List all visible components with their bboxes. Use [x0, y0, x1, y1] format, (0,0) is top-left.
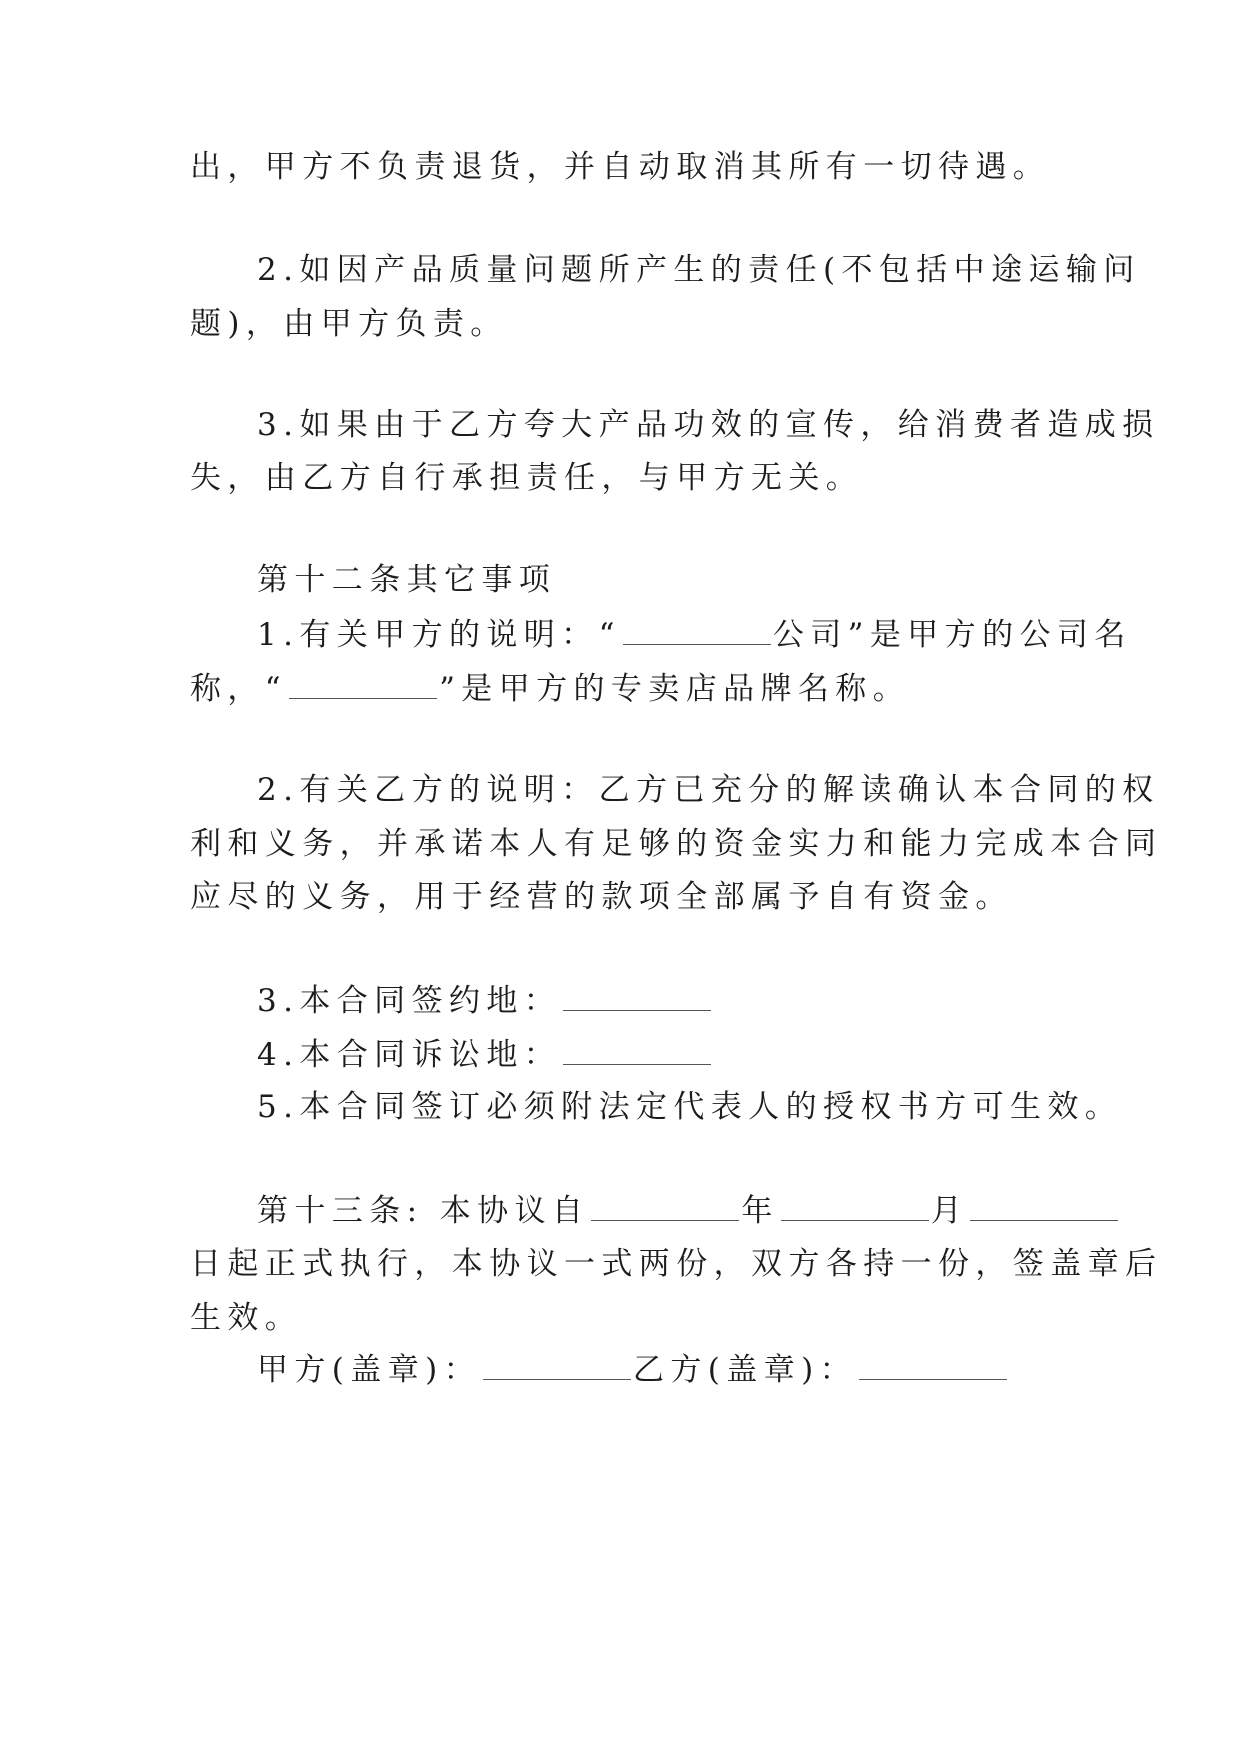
line-text: 应尽的义务，用于经营的款项全部属予自有资金。: [190, 879, 1013, 915]
paragraph-line: [190, 824, 1163, 864]
paragraph-line: [190, 147, 1050, 187]
line-text: 公司”是甲方的公司名: [772, 617, 1132, 653]
line-text: 4.本合同诉讼地：: [257, 1037, 562, 1073]
fill-in-blank[interactable]: [623, 614, 771, 645]
line-text: 题)，由甲方负责。: [190, 306, 508, 342]
paragraph-line: [257, 1190, 1117, 1231]
line-text: 3.如果由于乙方夸大产品功效的宣传，给消费者造成损: [257, 407, 1160, 443]
line-text: 2.有关乙方的说明：乙方已充分的解读确认本合同的权: [257, 772, 1160, 808]
line-text: 第十二条其它事项: [257, 562, 557, 598]
paragraph-line: [257, 980, 1117, 1021]
line-text: 称，“: [190, 671, 288, 707]
signature-line: [257, 1349, 1117, 1390]
line-text: 乙方(盖章)：: [633, 1352, 857, 1388]
paragraph-line: [190, 1298, 1050, 1338]
section-heading: [257, 560, 1117, 600]
line-text: 1.有关甲方的说明：“: [257, 617, 621, 653]
paragraph-line: [257, 250, 1141, 290]
line-text: 第十三条: 本协议自: [257, 1193, 590, 1229]
fill-in-blank[interactable]: [970, 1190, 1118, 1221]
paragraph-line: [257, 405, 1160, 445]
fill-in-blank[interactable]: [781, 1190, 929, 1221]
paragraph-line: [190, 877, 1050, 917]
paragraph-line: [190, 668, 1050, 709]
line-text: 利和义务，并承诺本人有足够的资金实力和能力完成本合同: [190, 826, 1163, 862]
line-text: 出，甲方不负责退货，并自动取消其所有一切待遇。: [190, 149, 1051, 185]
fill-in-blank[interactable]: [563, 980, 711, 1011]
line-text: 年: [741, 1193, 779, 1229]
line-text: 3.本合同签约地：: [257, 983, 562, 1019]
paragraph-line: [190, 304, 1050, 344]
line-text: 2.如因产品质量问题所产生的责任(不包括中途运输问: [257, 252, 1141, 288]
fill-in-blank[interactable]: [563, 1034, 711, 1065]
paragraph-line: [257, 1087, 1123, 1127]
paragraph-line: [257, 1034, 1117, 1075]
paragraph-line: [190, 1244, 1163, 1284]
line-text: 生效。: [190, 1300, 303, 1336]
party-a-seal-blank[interactable]: [483, 1349, 631, 1380]
line-text: 日起正式执行，本协议一式两份，双方各持一份，签盖章后: [190, 1246, 1163, 1282]
line-text: 月: [930, 1193, 969, 1229]
line-text: 失，由乙方自行承担责任，与甲方无关。: [190, 460, 864, 496]
paragraph-line: [257, 614, 1132, 655]
party-b-seal-blank[interactable]: [859, 1349, 1007, 1380]
line-text: ”是甲方的专卖店品牌名称。: [439, 671, 911, 707]
line-text: 5.本合同签订必须附法定代表人的授权书方可生效。: [257, 1089, 1123, 1125]
paragraph-line: [190, 458, 1050, 498]
paragraph-line: [257, 770, 1160, 810]
fill-in-blank[interactable]: [289, 668, 437, 699]
line-text: 甲方(盖章)：: [257, 1352, 481, 1388]
fill-in-blank[interactable]: [591, 1190, 739, 1221]
